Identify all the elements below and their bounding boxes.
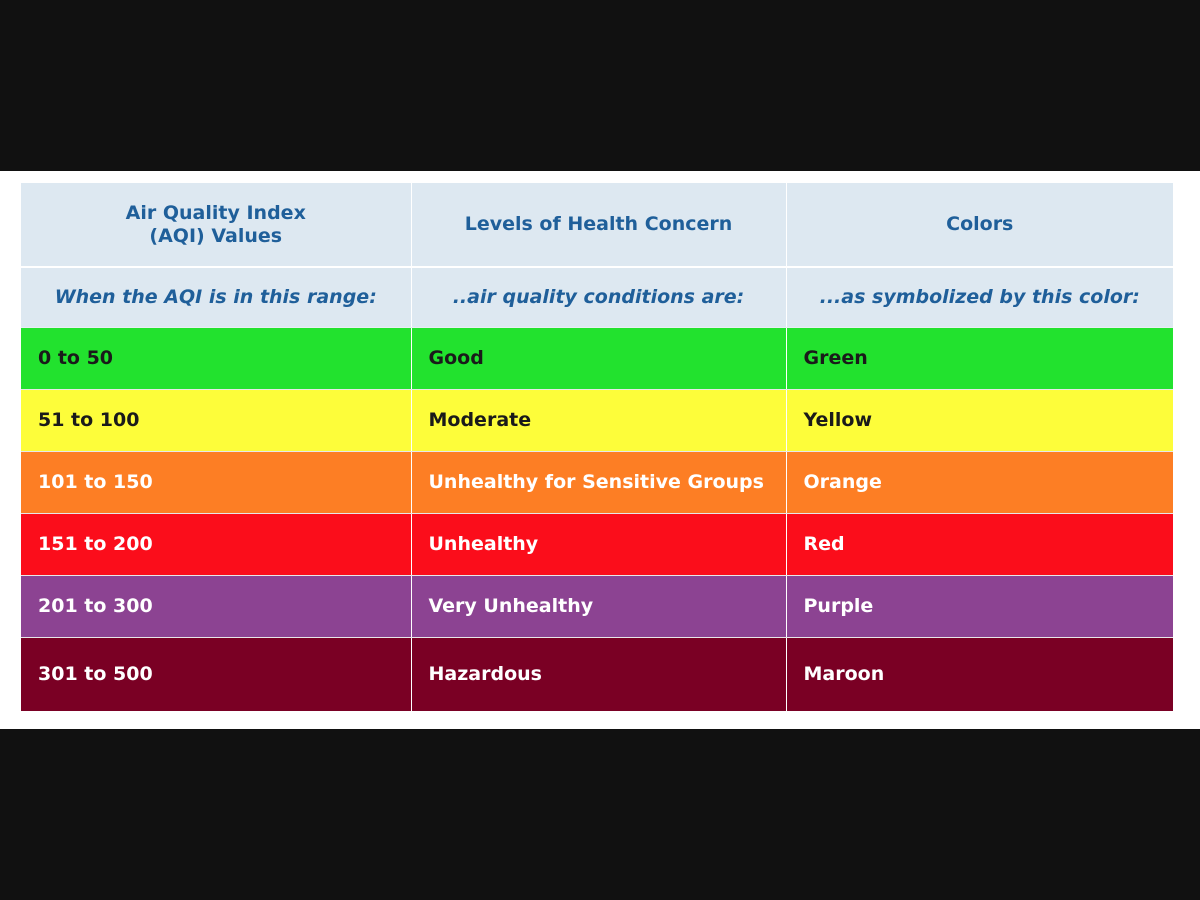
range-cell: 51 to 100 xyxy=(21,389,411,451)
color-cell: Yellow xyxy=(786,389,1173,451)
aqi-table xyxy=(21,183,1173,711)
color-cell: Purple xyxy=(786,575,1173,637)
table-row xyxy=(21,327,1173,389)
range-cell: 0 to 50 xyxy=(21,327,411,389)
table-row xyxy=(21,451,1173,513)
color-cell: Orange xyxy=(786,451,1173,513)
table-row xyxy=(21,513,1173,575)
header-aqi-values xyxy=(21,183,411,267)
subheader-conditions: ..air quality conditions are: xyxy=(411,267,786,327)
table-row xyxy=(21,575,1173,637)
level-cell: Very Unhealthy xyxy=(411,575,786,637)
subheader-range: When the AQI is in this range: xyxy=(21,267,411,327)
range-cell: 101 to 150 xyxy=(21,451,411,513)
level-cell: Moderate xyxy=(411,389,786,451)
header-colors: Colors xyxy=(786,183,1173,267)
table-row xyxy=(21,637,1173,711)
color-cell: Green xyxy=(786,327,1173,389)
subheader-row xyxy=(21,267,1173,327)
color-cell: Maroon xyxy=(786,637,1173,711)
range-cell: 151 to 200 xyxy=(21,513,411,575)
header-aqi-values-label: Air Quality Index (AQI) Values xyxy=(125,201,306,247)
table-row xyxy=(21,389,1173,451)
range-cell: 301 to 500 xyxy=(21,637,411,711)
level-cell: Unhealthy for Sensitive Groups xyxy=(411,451,786,513)
subheader-color: ...as symbolized by this color: xyxy=(786,267,1173,327)
level-cell: Hazardous xyxy=(411,637,786,711)
header-health-concern: Levels of Health Concern xyxy=(411,183,786,267)
level-cell: Unhealthy xyxy=(411,513,786,575)
level-cell: Good xyxy=(411,327,786,389)
color-cell: Red xyxy=(786,513,1173,575)
header-row xyxy=(21,183,1173,267)
range-cell: 201 to 300 xyxy=(21,575,411,637)
